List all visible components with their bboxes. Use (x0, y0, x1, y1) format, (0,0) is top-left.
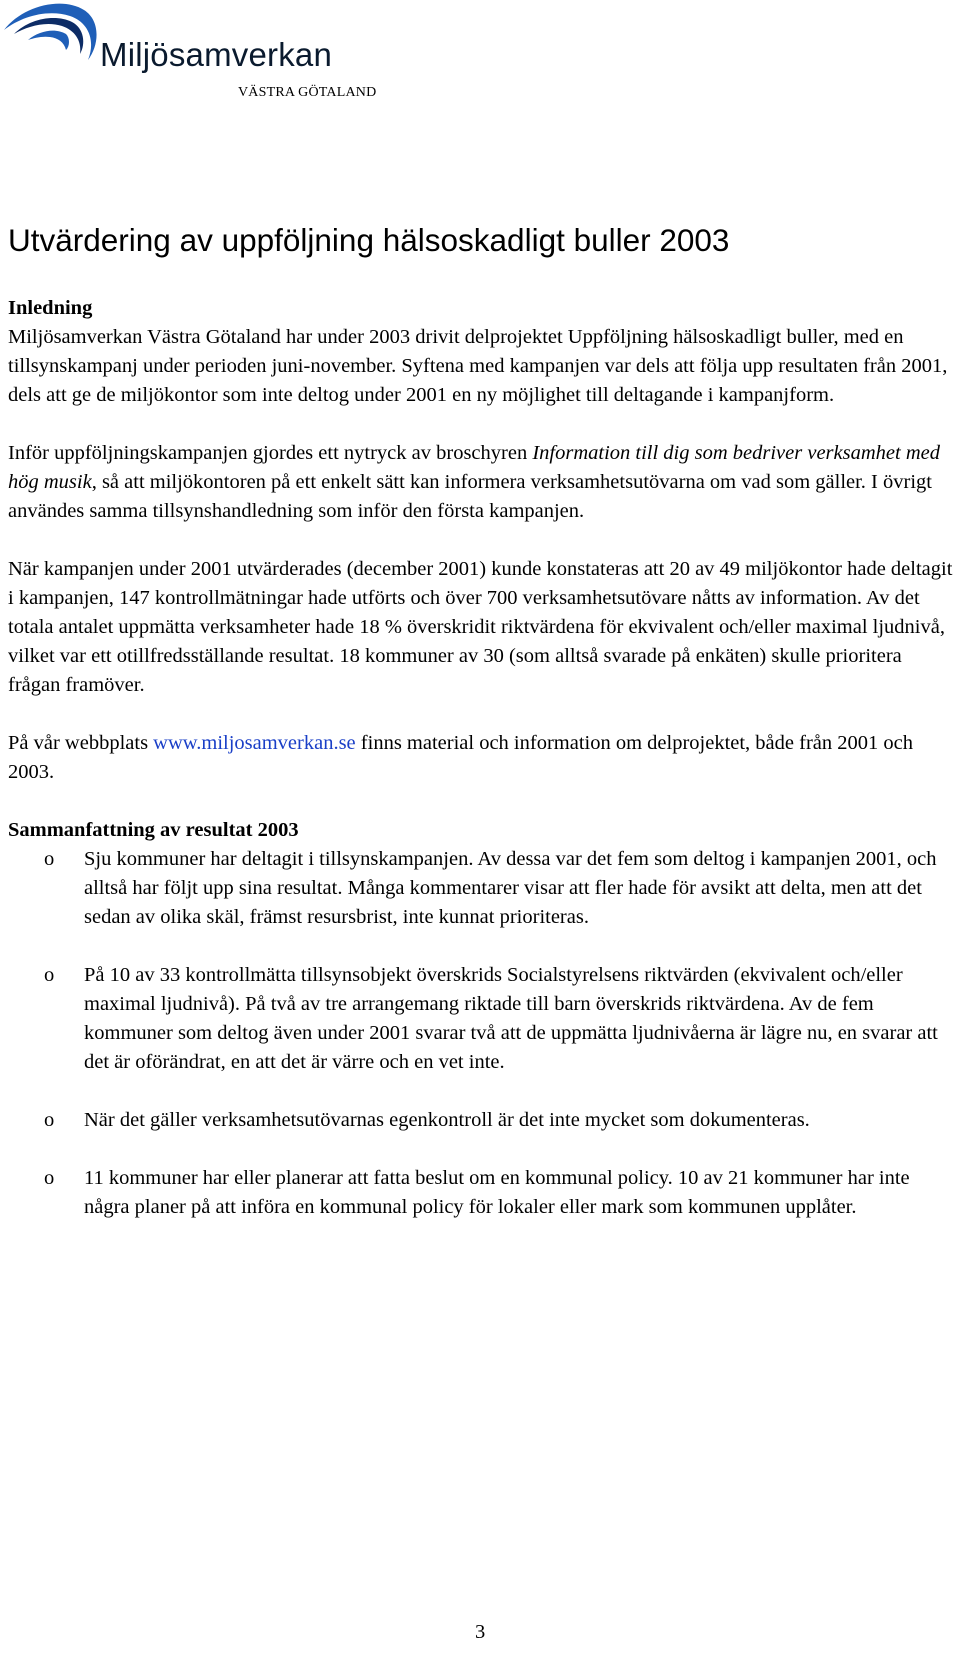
intro-heading: Inledning (8, 297, 93, 319)
page-number: 3 (475, 1621, 486, 1643)
list-item-text: Sju kommuner har deltagit i tillsynskampanjen. Av dessa var det fem som deltog i kampanjen 2001, och alltså har följt upp sina resultat. Många kommentarer visar att fler hade för avsikt att delta, men att det sedan av olika skäl, främst resursbrist, inte kunnat prioriteras. (84, 848, 937, 928)
p4-text-before: På vår webbplats (8, 732, 154, 754)
list-item-text: 11 kommuner har eller planerar att fatta beslut om en kommunal policy. 10 av 21 kommuner har inte några planer på att införa en kommunal policy för lokaler eller mark som kommunen upplåter. (84, 1167, 910, 1218)
logo (0, 0, 400, 110)
logo-name: Miljösamverkan (100, 36, 333, 73)
logo-swoosh-icon (0, 0, 110, 80)
p2-text-after: , så att miljökontoren på ett enkelt sätt kan informera verksamhetsutövarna om vad som gäller. I övrigt användes samma tillsynshandledning som inför den första kampanjen. (8, 471, 932, 522)
document-body (8, 294, 958, 1251)
intro-paragraph-4 (8, 729, 958, 787)
page-title: Utvärdering av uppföljning hälsoskadligt buller 2003 (8, 222, 730, 258)
list-item-text: När det gäller verksamhetsutövarnas egenkontroll är det inte mycket som dokumenteras. (84, 1109, 810, 1131)
logo-subtitle: VÄSTRA GÖTALAND (238, 85, 377, 100)
intro-paragraph-3: När kampanjen under 2001 utvärderades (december 2001) kunde konstateras att 20 av 49 miljökontor hade deltagit i kampanjen, 147 kontrollmätningar hade utförts och över 700 verksamhetsutövare nåtts av information. Av det totala antalet uppmätta verksamheter hade 18 % överskridit riktvärdena för ekvivalent och/eller maximal ljudnivå, vilket var ett otillfredsställande resultat. 18 kommuner av 30 (som alltså svarade på enkäten) skulle prioritera frågan framöver. (8, 558, 953, 696)
summary-list (8, 845, 958, 1222)
intro-paragraph-1: Miljösamverkan Västra Götaland har under 2003 drivit delprojektet Uppföljning hälsoskadligt buller, med en tillsynskampanj under perioden juni-november. Syftena med kampanjen var dels att följa upp resultaten från 2001, dels att ge de miljökontor som inte deltog under 2001 en ny möjlighet till deltagande i kampanjform. (8, 326, 948, 406)
list-item (8, 845, 958, 932)
bullet-marker: o (44, 964, 55, 986)
bullet-marker: o (44, 1167, 55, 1189)
website-link[interactable]: www.miljosamverkan.se (153, 732, 356, 754)
list-item (8, 961, 958, 1077)
p2-text-before: Inför uppföljningskampanjen gjordes ett nytryck av broschyren (8, 442, 533, 464)
list-item (8, 1164, 958, 1222)
p4-text-after: finns material och information om delprojektet, både från 2001 och 2003. (8, 732, 913, 783)
brochure-title: Information till dig som bedriver verksamhet med hög musik (8, 442, 940, 493)
intro-paragraph-2 (8, 439, 958, 526)
bullet-marker: o (44, 848, 55, 870)
list-item-text: På 10 av 33 kontrollmätta tillsynsobjekt överskrids Socialstyrelsens riktvärden (ekvivalent och/eller maximal ljudnivå). På två av tre arrangemang riktade till barn överskrids riktvärdena. Av de fem kommuner som deltog även under 2001 svarar två att de uppmätta ljudnivåerna är lägre nu, en svarar att det är oförändrat, en att det är värre och en vet inte. (84, 964, 938, 1073)
summary-heading: Sammanfattning av resultat 2003 (8, 819, 299, 841)
list-item (8, 1106, 958, 1135)
bullet-marker: o (44, 1109, 55, 1131)
